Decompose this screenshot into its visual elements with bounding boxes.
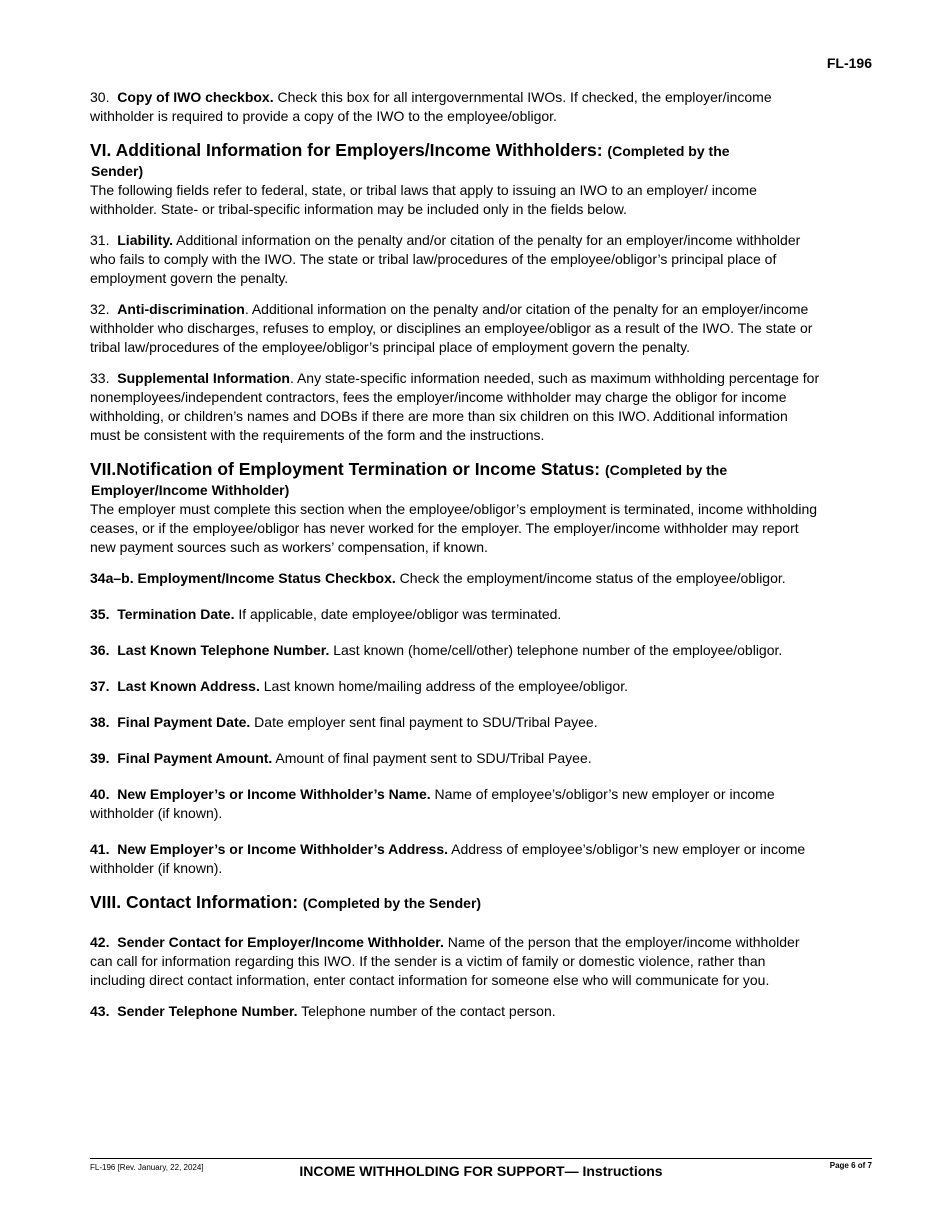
section-7-intro: The employer must complete this section when the employee/obligor’s employment is terminated, income withholding ceases, or if the employee/obligor has never worked for the employer. The employer/income withholder may report new payment sources such as workers’ compensation, if known. [90,501,818,555]
section-8-heading: VIII. Contact Information: (Completed by the Sender) [90,892,482,912]
item-32 [90,300,820,357]
item-text: If applicable, date employee/obligor was terminated. [234,606,562,622]
item-37 [90,677,820,696]
item-number: 41. [90,841,110,857]
page-footer [90,1158,872,1179]
item-title: New Employer’s or Income Withholder’s Address. [117,841,449,857]
form-id: FL-196 [826,55,872,71]
item-title: Employment/Income Status Checkbox. [137,570,396,586]
item-text: Name of the person that the employer/income withholder can call for information regarding this IWO. If the sender is a victim of family or domestic violence, rather than including direct contact information, enter contact information for someone else who will communicate for you. [90,934,800,988]
item-number: 40. [90,786,110,802]
item-title: Anti-discrimination [117,301,245,317]
item-title: New Employer’s or Income Withholder’s Name. [117,786,431,802]
item-31 [90,231,820,288]
section-6-subline: Sender) [91,163,144,179]
item-number: 42. [90,934,110,950]
item-text: Address of employee’s/obligor’s new employer or income withholder (if known). [90,841,806,876]
item-title: Last Known Telephone Number. [117,642,330,658]
item-title: Final Payment Amount. [117,750,273,766]
section-7-heading: VII.Notification of Employment Termination or Income Status: (Completed by the [90,459,728,479]
item-number: 33. [90,370,110,386]
item-title: Termination Date. [117,606,235,622]
item-41 [90,840,820,878]
item-title: Copy of IWO checkbox. [117,89,274,105]
item-40 [90,785,820,823]
item-number: 30. [90,89,110,105]
item-text: Check this box for all intergovernmental IWOs. If checked, the employer/income withholder is required to provide a copy of the IWO to the employee/obligor. [90,89,772,124]
item-number: 35. [90,606,110,622]
item-30 [90,88,820,126]
item-text: Date employer sent final payment to SDU/Tribal Payee. [250,714,598,730]
item-38 [90,713,820,732]
item-text: Last known home/mailing address of the employee/obligor. [259,678,628,694]
instructions-body [90,88,820,1033]
item-42 [90,933,820,990]
item-number: 32. [90,301,110,317]
item-33 [90,369,820,445]
item-text: Name of employee’s/obligor’s new employer or income withholder (if known). [90,786,775,821]
item-text: Check the employment/income status of the employee/obligor. [395,570,786,586]
item-text: Last known (home/cell/other) telephone number of the employee/obligor. [329,642,783,658]
item-34 [90,569,820,588]
section-7-subline: Employer/Income Withholder) [91,482,290,498]
item-number: 31. [90,232,110,248]
item-text: . Any state-specific information needed, such as maximum withholding percentage for nonemployees/independent contractors, fees the employer/income withholder may charge the obligor for income withholding, or children’s names and DOBs if there are more than six children on this IWO. Additional information must be consistent with the requirements of the form and the instructions. [90,370,820,443]
item-text: . Additional information on the penalty and/or citation of the penalty for an employer/income withholder who discharges, refuses to employ, or disciplines an employee/obligor as a result of the IWO. The state or tribal law/procedures of the employee/obligor’s principal place of employment govern the penalty. [90,301,813,355]
item-title: Liability. [117,232,173,248]
footer-revision: FL-196 [Rev. January, 22, 2024] [90,1163,204,1172]
footer-title: INCOME WITHHOLDING FOR SUPPORT— Instructions [299,1163,663,1179]
item-title: Final Payment Date. [117,714,251,730]
item-number: 34a–b. [90,570,134,586]
item-number: 43. [90,1003,110,1019]
item-title: Sender Contact for Employer/Income Withholder. [117,934,444,950]
item-36 [90,641,820,660]
item-title: Last Known Address. [117,678,260,694]
item-text: Telephone number of the contact person. [297,1003,556,1019]
item-43 [90,1002,820,1021]
item-number: 37. [90,678,110,694]
item-35 [90,605,820,624]
item-39 [90,749,820,768]
item-title: Sender Telephone Number. [117,1003,298,1019]
item-number: 36. [90,642,110,658]
item-title: Supplemental Information [117,370,290,386]
item-text: Additional information on the penalty and/or citation of the penalty for an employer/income withholder who fails to comply with the IWO. The state or tribal law/procedures of the employee/obligor’s principal place of employment govern the penalty. [90,232,801,286]
section-6-intro: The following fields refer to federal, state, or tribal laws that apply to issuing an IWO to an employer/ income withholder. State- or tribal-specific information may be included only in the fields below. [90,182,757,217]
item-text: Amount of final payment sent to SDU/Tribal Payee. [272,750,592,766]
item-number: 38. [90,714,110,730]
item-number: 39. [90,750,110,766]
footer-page-number: Page 6 of 7 [829,1161,872,1170]
section-6-heading: VI. Additional Information for Employers/Income Withholders: (Completed by the [90,140,730,160]
